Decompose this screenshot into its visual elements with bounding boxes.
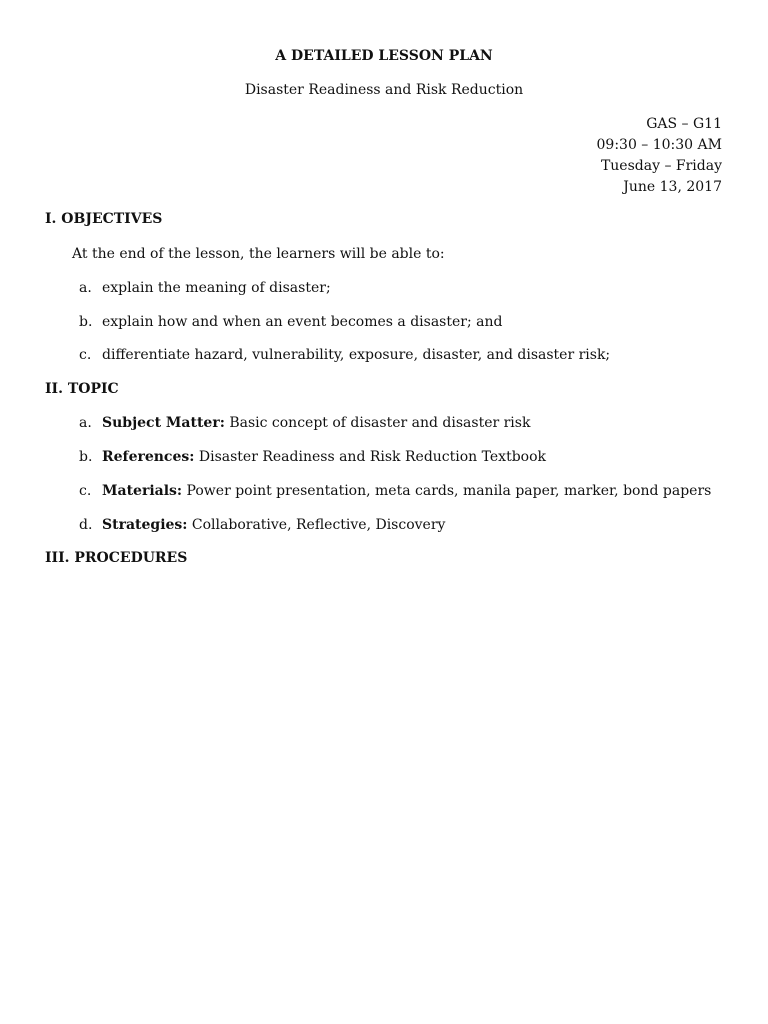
objective-text: explain how and when an event becomes a disaster; and — [102, 314, 503, 330]
topic-item — [79, 414, 530, 432]
objectives-heading: I. OBJECTIVES — [45, 211, 163, 227]
topic-item — [79, 448, 546, 466]
list-marker: d. — [79, 517, 93, 533]
topic-label: References: — [102, 449, 195, 465]
document-subtitle: Disaster Readiness and Risk Reduction — [244, 82, 524, 98]
topic-label: Strategies: — [102, 517, 188, 533]
objective-item — [79, 346, 610, 364]
class-info-block — [597, 114, 723, 198]
list-marker: a. — [79, 415, 92, 431]
topic-item — [79, 516, 445, 534]
topic-label: Materials: — [102, 483, 183, 499]
class-date: June 13, 2017 — [623, 179, 722, 195]
class-time: 09:30 – 10:30 AM — [596, 137, 722, 153]
procedures-heading: III. PROCEDURES — [45, 550, 188, 566]
list-marker: c. — [79, 347, 92, 363]
class-section: GAS – G11 — [646, 116, 722, 132]
objective-item — [79, 279, 331, 297]
list-marker: a. — [79, 280, 92, 296]
document-title: A DETAILED LESSON PLAN — [275, 48, 493, 64]
list-marker: b. — [79, 449, 93, 465]
list-marker: b. — [79, 314, 93, 330]
objective-text: differentiate hazard, vulnerability, exposure, disaster, and disaster risk; — [102, 347, 611, 363]
topic-text: Disaster Readiness and Risk Reduction Textbook — [194, 449, 546, 465]
list-marker: c. — [79, 483, 92, 499]
topic-label: Subject Matter: — [102, 415, 225, 431]
topic-text: Basic concept of disaster and disaster risk — [224, 415, 531, 431]
class-days: Tuesday – Friday — [600, 158, 722, 174]
topic-text: Power point presentation, meta cards, manila paper, marker, bond papers — [182, 483, 712, 499]
objectives-intro: At the end of the lesson, the learners will be able to: — [72, 246, 445, 262]
topic-heading: II. TOPIC — [45, 381, 119, 397]
topic-text: Collaborative, Reflective, Discovery — [187, 517, 446, 533]
objective-text: explain the meaning of disaster; — [102, 280, 331, 296]
topic-item — [79, 482, 711, 500]
objective-item — [79, 313, 502, 331]
